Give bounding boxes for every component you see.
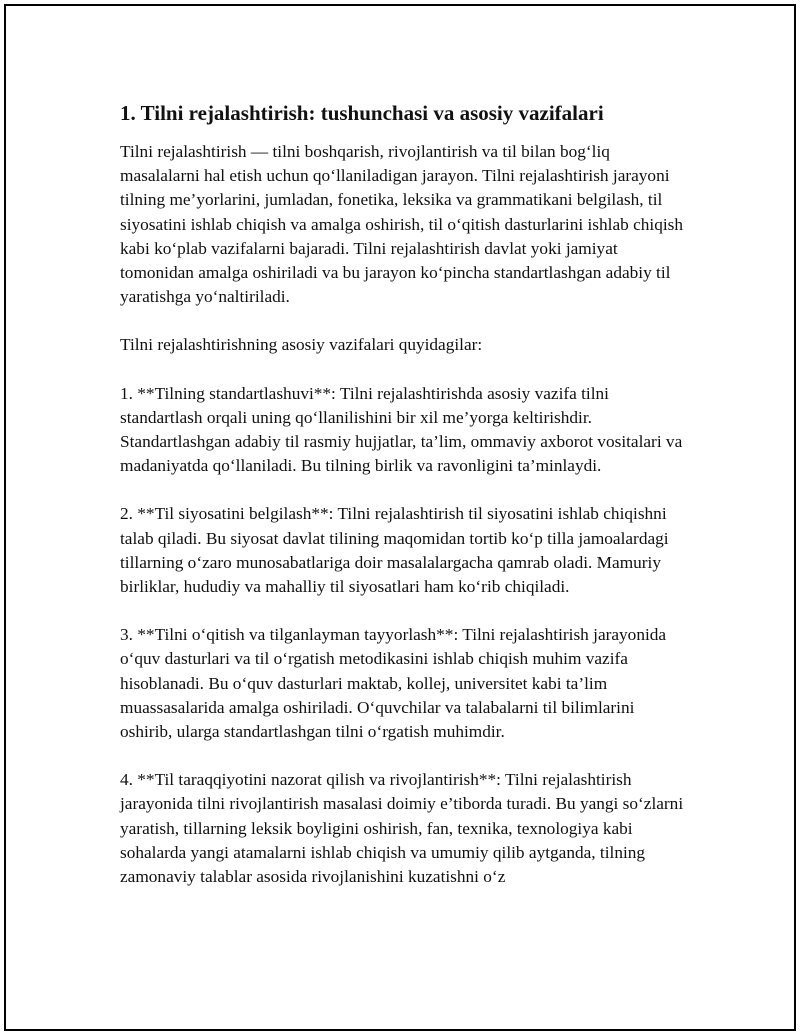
paragraph-task-4: 4. **Til taraqqiyotini nazorat qilish va rivojlantirish**: Tilni rejalashtirish jarayonida tilni rivojlantirish masalasi doimiy e’tiborda turadi. Bu yangi so‘zlarni yaratish, tillarning leksik boyligini oshirish, fan, texnika, texnologiya kabi sohalarda yangi atamalarni ishlab chiqish va umumiy qilib aytganda, tilning zamonaviy talablar asosida rivojlanishini kuzatishni o‘z (120, 770, 684, 887)
section-title: 1. Tilni rejalashtirish: tushunchasi va asosiy vazifalari (120, 101, 604, 125)
paragraph-task-3: 3. **Tilni o‘qitish va tilganlayman tayyorlash**: Tilni rejalashtirish jarayonida o‘quv dasturlari va til o‘rgatish metodikasini ishlab chiqish muhim vazifa hisoblanadi. Bu o‘quv dasturlari maktab, kollej, universitet kabi ta’lim muassasalarida amalga oshiriladi. O‘quvchilar va talabalarni til bilimlarini oshirib, ularga standartlashgan tilni o‘rgatish muhimdir. (120, 625, 667, 742)
page-frame (4, 4, 796, 1031)
document-body (120, 98, 686, 913)
paragraph-tasks-lead: Tilni rejalashtirishning asosiy vazifalari quyidagilar: (120, 335, 483, 355)
paragraph-task-2: 2. **Til siyosatini belgilash**: Tilni rejalashtirish til siyosatini ishlab chiqishni talab qiladi. Bu siyosat davlat tilining maqomidan tortib ko‘p tilla jamoalardagi tillarning o‘zaro munosabatlariga doir masalalargacha qamrab oladi. Mamuriy birliklar, hududiy va mahalliy til siyosatlari ham ko‘rib chiqiladi. (120, 504, 669, 597)
paragraph-task-1: 1. **Tilning standartlashuvi**: Tilni rejalashtirishda asosiy vazifa tilni standartlash orqali uning qo‘llanilishini bir xil me’yorga keltirishdir. Standartlashgan adabiy til rasmiy hujjatlar, ta’lim, ommaviy axborot vositalari va madaniyatda qo‘llaniladi. Bu tilning birlik va ravonligini ta’minlaydi. (120, 383, 683, 476)
paragraph-intro: Tilni rejalashtirish — tilni boshqarish, rivojlantirish va til bilan bog‘liq masalalarni hal etish uchun qo‘llaniladigan jarayon. Tilni rejalashtirish jarayoni tilning me’yorlarini, jumladan, fonetika, leksika va grammatikani belgilash, til siyosatini ishlab chiqish va amalga oshirish, til o‘qitish dasturlarini ishlab chiqish kabi ko‘plab vazifalarni bajaradi. Tilni rejalashtirish davlat yoki jamiyat tomonidan amalga oshiriladi va bu jarayon ko‘pincha standartlashgan adabiy til yaratishga yo‘naltiriladi. (120, 142, 684, 307)
